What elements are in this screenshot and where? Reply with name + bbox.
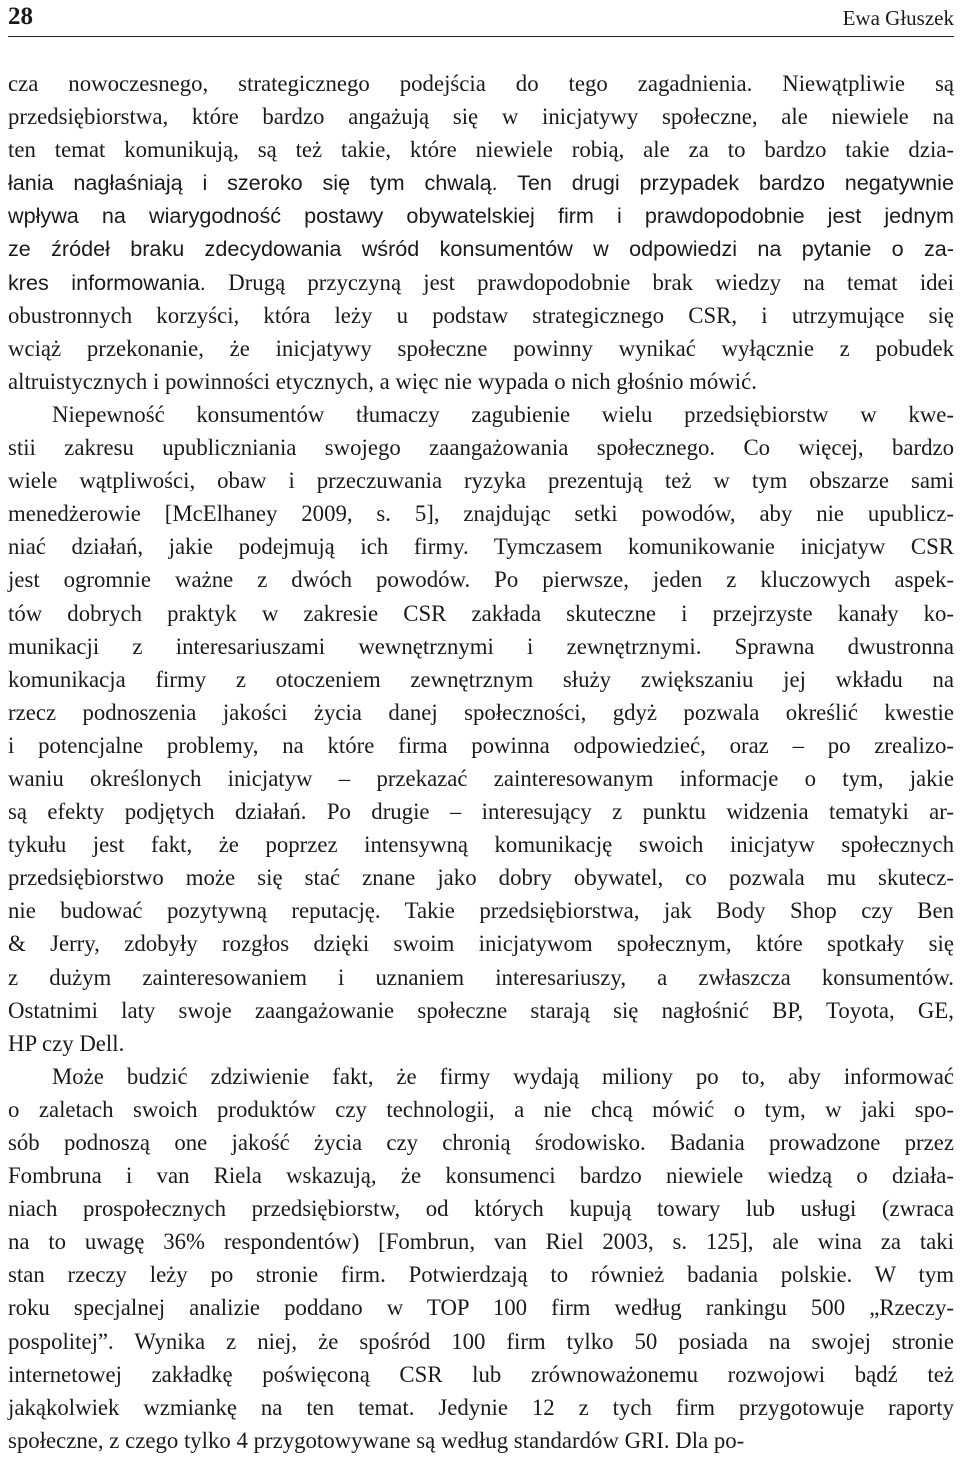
text-segment: waniu określonych inicjatyw – przekazać zainteresowanym informacje o tym, jakie xyxy=(8,765,954,791)
text-line xyxy=(8,1159,954,1192)
body-text xyxy=(8,67,954,1457)
text-segment: wiele wątpliwości, obaw i przeczuwania ryzyka prezentują też w tym obszarze sami xyxy=(8,468,954,494)
text-line xyxy=(8,1192,954,1225)
text-segment: roku specjalnej analizie poddano w TOP 100 firm według rankingu 500 „Rzeczy- xyxy=(8,1295,954,1321)
text-segment: niach prospołecznych przedsiębiorstw, od których kupują towary lub usługi (zwraca xyxy=(8,1196,954,1222)
text-segment: HP czy Dell. xyxy=(8,1030,125,1056)
text-segment: Niepewność konsumentów tłumaczy zagubienie wielu przedsiębiorstw w kwe- xyxy=(52,401,954,427)
text-segment: munikacji z interesariuszami wewnętrznymi i zewnętrznymi. Sprawna dwustronna xyxy=(8,633,954,659)
text-line xyxy=(8,431,954,464)
text-segment: pospolitej”. Wynika z niej, że spośród 100 firm tylko 50 posiada na swojej stronie xyxy=(8,1328,954,1354)
text-line xyxy=(8,630,954,663)
text-segment: są efekty podjętych działań. Po drugie – interesujący z punktu widzenia tematyki ar- xyxy=(8,799,954,825)
text-segment: kres informowania. xyxy=(8,269,229,295)
text-line xyxy=(8,927,954,960)
text-line xyxy=(8,961,954,994)
text-segment: przedsiębiorstwa, które bardzo angażują się w inicjatywy społeczne, ale niewiele na xyxy=(8,104,954,130)
text-line xyxy=(8,1126,954,1159)
text-segment: jakąkolwiek wzmiankę na ten temat. Jedynie 12 z tych firm przygotowuje raporty xyxy=(8,1394,954,1420)
text-segment: wciąż przekonanie, że inicjatywy społeczne powinny wynikać wyłącznie z pobudek xyxy=(8,335,954,361)
text-segment: tykułu jest fakt, że poprzez intensywną komunikację swoich inicjatyw społecznych xyxy=(8,832,954,858)
text-line xyxy=(8,894,954,927)
text-line xyxy=(8,1424,954,1457)
text-segment: cza nowoczesnego, strategicznego podejścia do tego zagadnienia. Niewątpliwie są xyxy=(8,71,954,96)
text-segment: o zaletach swoich produktów czy technologii, a nie chcą mówić o tym, w jaki spo- xyxy=(8,1096,954,1122)
text-line xyxy=(8,563,954,596)
paragraph xyxy=(8,398,954,1060)
text-line xyxy=(8,166,954,199)
text-line xyxy=(8,1358,954,1391)
text-line xyxy=(8,762,954,795)
text-line xyxy=(8,696,954,729)
text-line xyxy=(8,861,954,894)
text-line xyxy=(8,133,954,166)
text-line xyxy=(8,1325,954,1358)
text-segment: Może budzić zdziwienie fakt, że firmy wydają miliony po to, aby informować xyxy=(52,1063,954,1089)
text-segment: rzecz podnoszenia jakości życia danej społeczności, gdyż pozwala określić kwestie xyxy=(8,699,954,725)
text-line xyxy=(8,100,954,133)
text-segment: z dużym zainteresowaniem i uznaniem interesariuszy, a zwłaszcza konsumentów. xyxy=(8,964,954,990)
text-segment: łania nagłaśniają i szeroko się tym chwalą. xyxy=(8,170,518,196)
running-head-author: Ewa Głuszek xyxy=(842,6,954,30)
text-segment: ten temat komunikują, są też takie, które niewiele robią, ale za to bardzo takie dzia- xyxy=(8,137,954,163)
document-page xyxy=(8,0,954,1480)
text-segment: komunikacja firmy z otoczeniem zewnętrznym służy zwiększaniu jej wkładu na xyxy=(8,666,954,692)
text-segment: obustronnych korzyści, która leży u podstaw strategicznego CSR, i utrzymujące się xyxy=(8,302,954,328)
text-line xyxy=(8,729,954,762)
text-line xyxy=(8,1258,954,1291)
paragraph xyxy=(8,67,954,398)
text-segment: społeczne, z czego tylko 4 przygotowywane są według standardów GRI. Dla po- xyxy=(8,1427,745,1453)
text-segment: Drugą przyczyną jest prawdopodobnie brak wiedzy na temat idei xyxy=(228,269,955,295)
paragraph xyxy=(8,1060,954,1457)
text-segment: Ten drugi przypadek bardzo negatywnie xyxy=(517,170,954,196)
text-segment: stii zakresu upubliczniania swojego zaangażowania społecznego. Co więcej, bardzo xyxy=(8,435,954,461)
text-segment: sób podnoszą one jakość życia czy chronią środowisko. Badania prowadzone przez xyxy=(8,1130,954,1155)
page-header xyxy=(8,0,954,37)
text-segment: menedżerowie [McElhaney 2009, s. 5], znajdując setki powodów, aby nie upublicz- xyxy=(8,501,954,527)
text-line xyxy=(8,398,954,431)
text-line xyxy=(8,1225,954,1258)
text-segment: nie budować pozytywną reputację. Takie przedsiębiorstwa, jak Body Shop czy Ben xyxy=(8,898,954,924)
text-line xyxy=(8,199,954,232)
text-line xyxy=(8,1291,954,1324)
page-number: 28 xyxy=(8,3,33,30)
text-line xyxy=(8,828,954,861)
text-segment: stan rzeczy leży po stronie firm. Potwierdzają to również badania polskie. W tym xyxy=(8,1262,954,1288)
text-line xyxy=(8,497,954,530)
text-line xyxy=(8,232,954,265)
text-segment: altruistycznych i powinności etycznych, a więc nie wypada o nich głośnio mówić. xyxy=(8,368,757,394)
text-segment: ze źródeł braku zdecydowania wśród konsumentów w odpowiedzi na pytanie o za- xyxy=(8,236,954,262)
text-segment: & Jerry, zdobyły rozgłos dzięki swoim inicjatywom społecznym, które spotkały się xyxy=(8,931,954,957)
text-line xyxy=(8,994,954,1027)
text-line xyxy=(8,1027,954,1060)
text-line xyxy=(8,332,954,365)
text-line xyxy=(8,67,954,100)
text-segment: jest ogromnie ważne z dwóch powodów. Po pierwsze, jeden z kluczowych aspek- xyxy=(8,567,954,593)
text-segment: Ostatnimi laty swoje zaangażowanie społeczne starają się nagłośnić BP, Toyota, GE, xyxy=(8,997,954,1023)
text-line xyxy=(8,299,954,332)
text-line xyxy=(8,266,954,299)
text-line xyxy=(8,365,954,398)
text-segment: niać działań, jakie podejmują ich firmy. Tymczasem komunikowanie inicjatyw CSR xyxy=(8,534,954,560)
text-line xyxy=(8,597,954,630)
text-segment: tów dobrych praktyk w zakresie CSR zakłada skuteczne i przejrzyste kanały ko- xyxy=(8,600,954,626)
text-line xyxy=(8,1093,954,1126)
text-segment: internetowej zakładkę poświęconą CSR lub zrównoważonemu rozwojowi bądź też xyxy=(8,1361,954,1387)
text-segment: wpływa na wiarygodność postawy obywatelskiej firm i prawdopodobnie jest jednym xyxy=(8,203,954,229)
text-line xyxy=(8,464,954,497)
text-line xyxy=(8,795,954,828)
text-segment: przedsiębiorstwo może się stać znane jako dobry obywatel, co pozwala mu skutecz- xyxy=(8,865,954,891)
text-line xyxy=(8,1060,954,1093)
text-segment: Fombruna i van Riela wskazują, że konsumenci bardzo niewiele wiedzą o działa- xyxy=(8,1163,954,1189)
text-segment: i potencjalne problemy, na które firma powinna odpowiedzieć, oraz – po zrealizo- xyxy=(8,732,954,758)
text-line xyxy=(8,530,954,563)
text-segment: na to uwagę 36% respondentów) [Fombrun, van Riel 2003, s. 125], ale wina za taki xyxy=(8,1229,954,1255)
text-line xyxy=(8,1391,954,1424)
text-line xyxy=(8,663,954,696)
